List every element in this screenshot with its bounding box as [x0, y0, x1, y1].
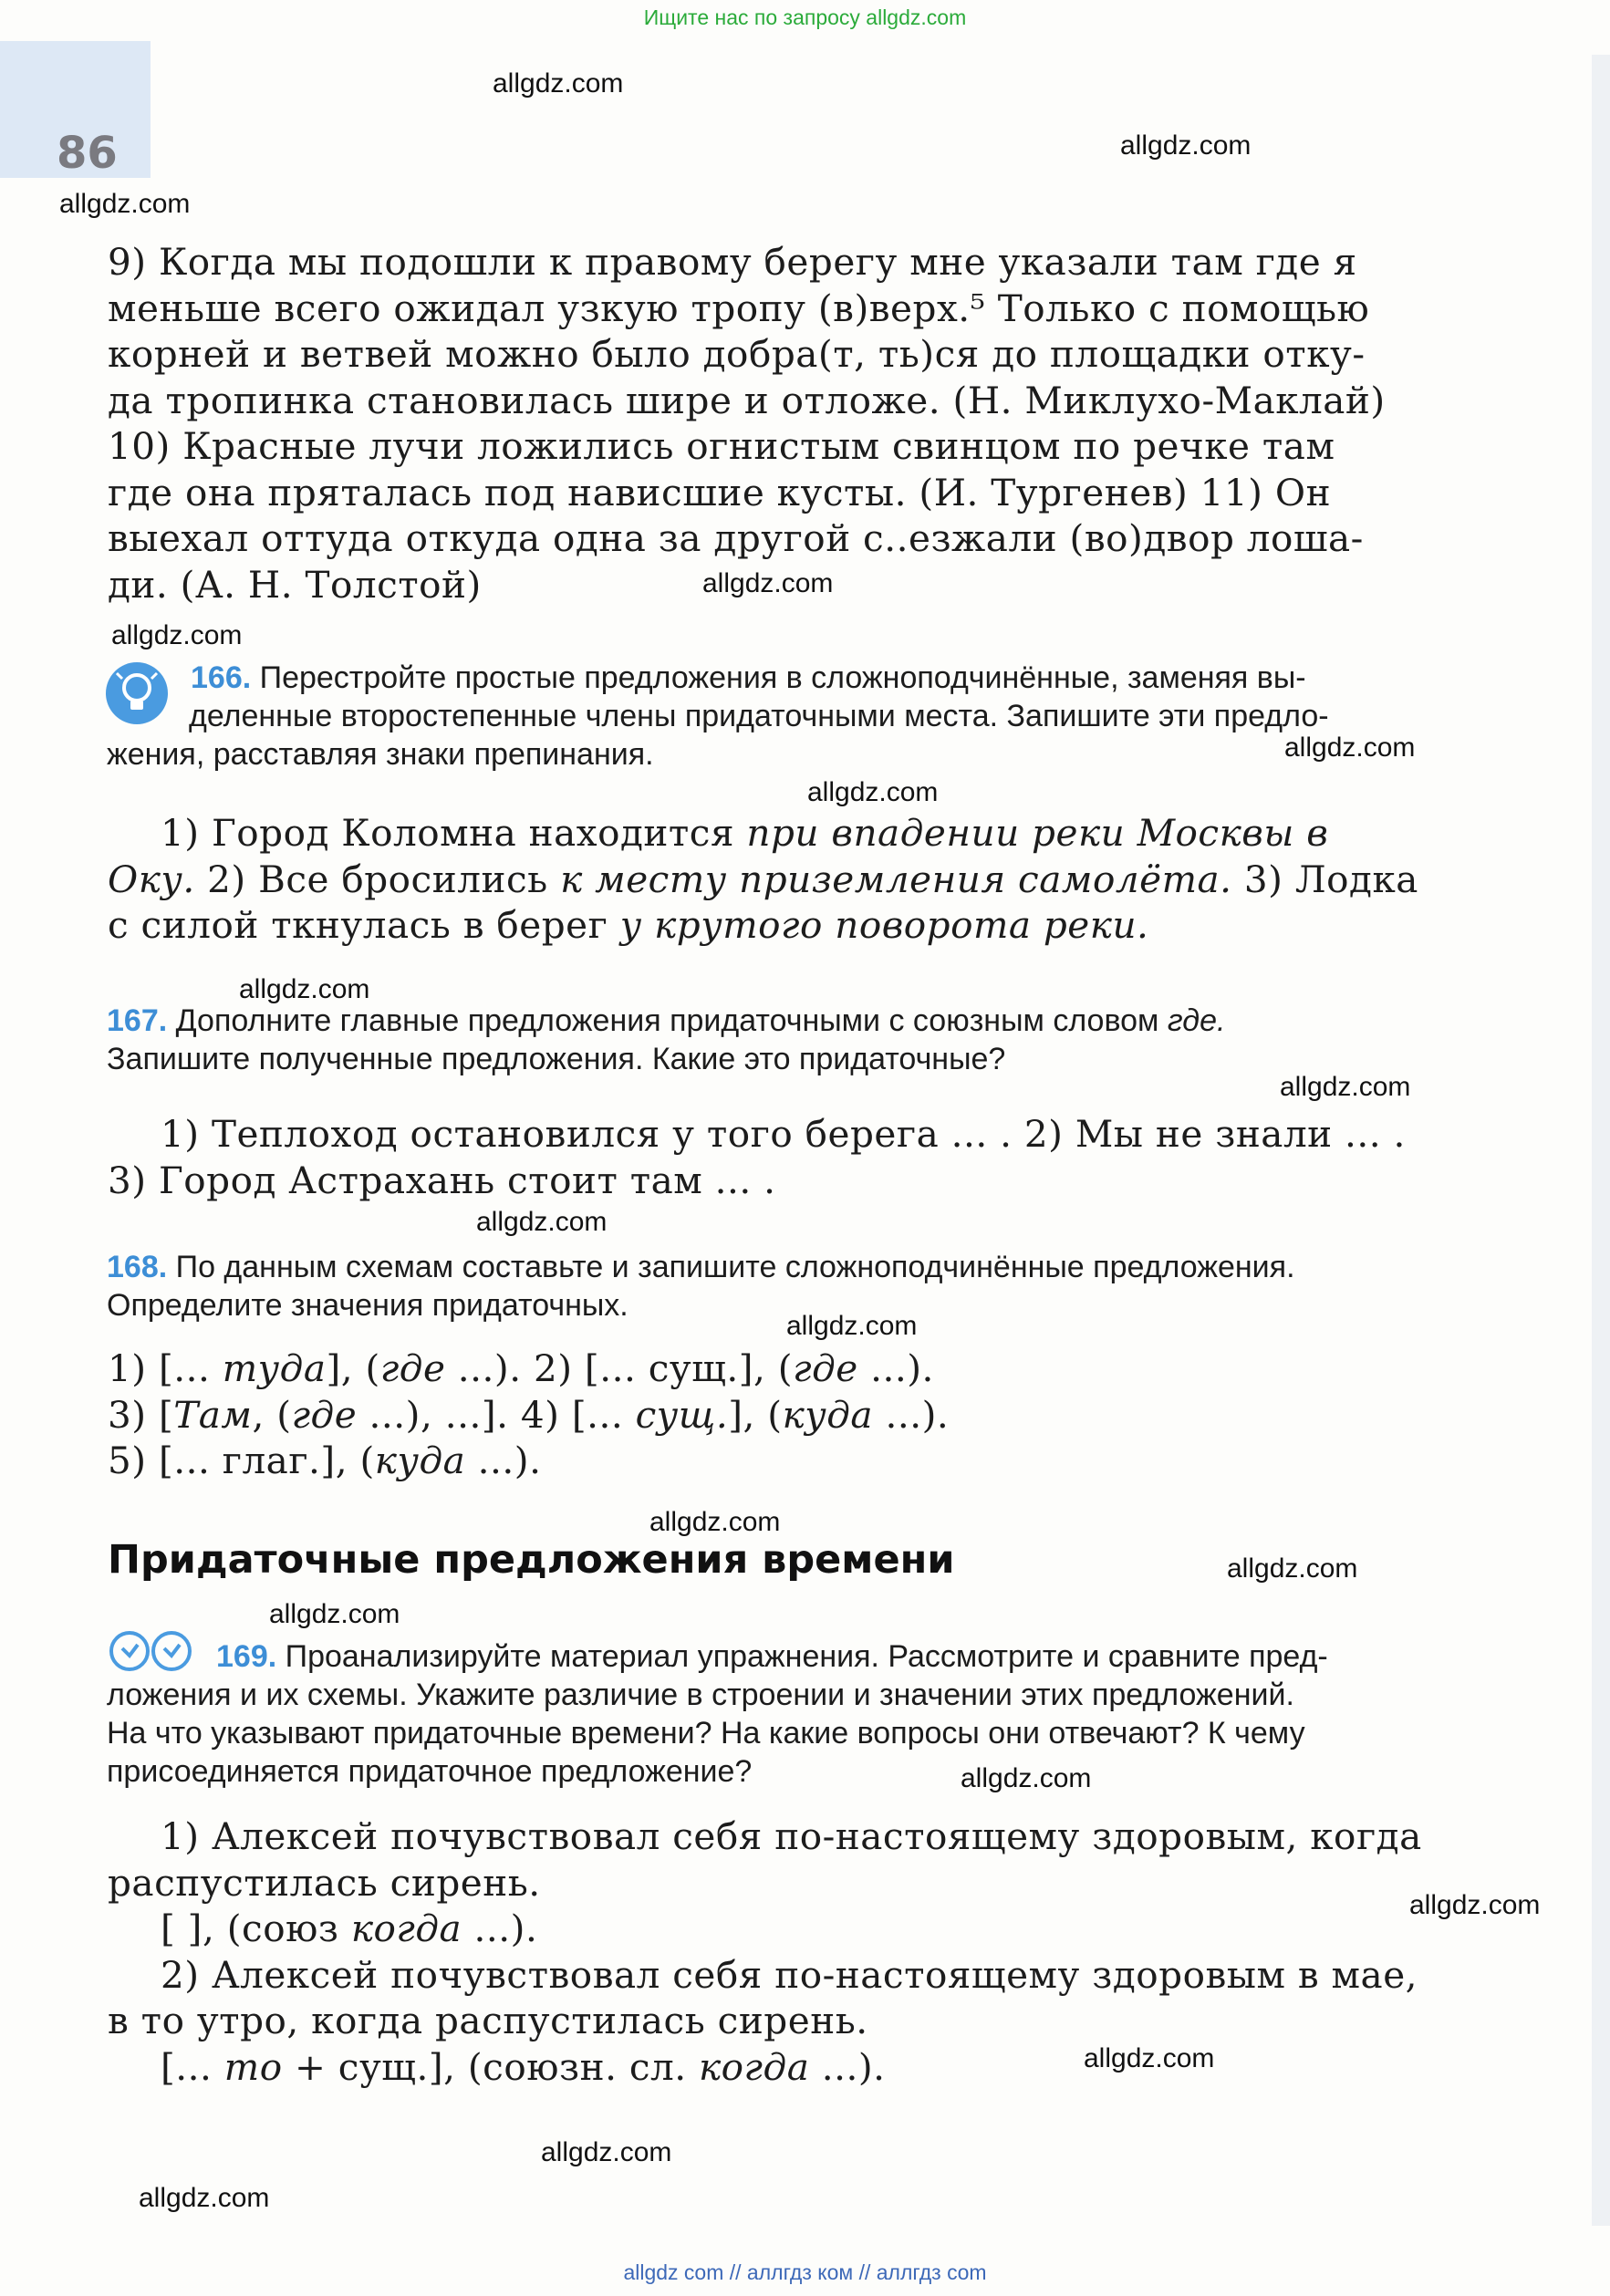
text: ...), ...]. 4) [...	[357, 1392, 636, 1437]
text: 5) [... глаг.], (	[108, 1439, 375, 1482]
italic-text: Оку.	[108, 857, 195, 901]
text: + сущ.], (союзн. сл.	[282, 2044, 699, 2089]
text-line: 10) Красные лучи ложились огнистым свинцом по речке там	[108, 424, 1335, 468]
watermark: allgdz.com	[649, 1507, 781, 1537]
exercise-number: 168.	[107, 1250, 168, 1284]
text-line: 2) Алексей почувствовал себя по-настоящему здоровым в мае,	[161, 1952, 1418, 1997]
text: ], (	[326, 1346, 380, 1390]
watermark: allgdz.com	[807, 777, 939, 807]
text-line: корней и ветвей можно было добра(т, ть)ся до площадки отку-	[108, 332, 1366, 376]
section-heading: Придаточные предложения времени	[108, 1537, 955, 1583]
italic-text: то	[223, 2044, 283, 2089]
scheme-line	[108, 1392, 1553, 1439]
text: 1) [...	[108, 1346, 223, 1390]
task-text: По данным схемам составьте и запишите сложноподчинённые предложения.	[175, 1250, 1295, 1284]
task-line: Определите значения придаточных.	[107, 1288, 628, 1323]
text: 3) [	[108, 1392, 174, 1437]
text-line	[108, 857, 1553, 903]
text-line: ди. (А. Н. Толстой)	[108, 562, 482, 607]
text-line	[108, 810, 1553, 857]
text: [ ], (союз	[161, 1906, 351, 1950]
watermark: allgdz.com	[1120, 130, 1252, 161]
exercise-169-task	[107, 1637, 1557, 1791]
watermark: allgdz.com	[1409, 1890, 1541, 1920]
watermark: allgdz.com	[541, 2137, 672, 2167]
text: ], (	[728, 1392, 783, 1437]
task-line	[107, 659, 1557, 697]
text-line: 1) Алексей почувствовал себя по-настоящему здоровым, когда	[161, 1814, 1422, 1858]
exercise-168-schemes	[108, 1345, 1553, 1484]
watermark: allgdz.com	[59, 189, 191, 219]
watermark: allgdz.com	[493, 68, 624, 99]
text: ...).	[873, 1392, 950, 1437]
italic-text: куда	[782, 1392, 874, 1437]
scheme-line	[108, 1345, 1553, 1392]
task-line	[107, 1248, 1557, 1286]
exercise-167-task	[107, 1002, 1557, 1078]
watermark: allgdz.com	[111, 620, 243, 650]
text-line: да тропинка становилась шире и отложе. (Н. Миклухо-Маклай)	[108, 378, 1386, 422]
text: ...).	[857, 1346, 934, 1390]
text-line: выехал оттуда откуда одна за другой с..езжали (во)двор лоша-	[108, 516, 1364, 560]
watermark: allgdz.com	[702, 568, 834, 598]
exercise-169-examples	[108, 1813, 1553, 2090]
scheme-line	[108, 1906, 1553, 1952]
text: , (	[252, 1392, 292, 1437]
page-edge	[1592, 55, 1610, 2226]
italic-text: когда	[698, 2044, 810, 2089]
task-line	[107, 1002, 1557, 1040]
watermark: allgdz.com	[476, 1207, 608, 1237]
exercise-166-task	[107, 659, 1557, 774]
italic-text: где.	[1167, 1003, 1226, 1038]
italic-text: к месту приземления самолёта.	[560, 857, 1232, 901]
text-line: 1) Теплоход остановился у того берега ... . 2) Мы не знали ... .	[161, 1112, 1406, 1156]
exercise-168-task	[107, 1248, 1557, 1325]
text: ...).	[462, 1906, 538, 1950]
task-line: присоединяется придаточное предложение?	[107, 1754, 753, 1789]
text-line: в то утро, когда распустилась сирень.	[108, 1999, 868, 2042]
text: [...	[161, 2044, 224, 2089]
top-banner: Ищите нас по запросу allgdz.com	[643, 5, 967, 29]
task-line: деленные второстепенные члены придаточными места. Запишите эти предло-	[189, 699, 1329, 733]
text-line: распустилась сирень.	[108, 1860, 541, 1905]
watermark: allgdz.com	[1227, 1553, 1358, 1584]
text: 2) Все бросились	[194, 857, 561, 901]
text: 3) Лодка	[1231, 857, 1418, 901]
exercise-166-sentences	[108, 810, 1553, 949]
text-line: 9) Когда мы подошли к правому берегу мне указали там где я	[108, 240, 1357, 284]
scheme-line	[108, 2044, 1553, 2091]
task-line: жения, расставляя знаки препинания.	[107, 737, 654, 772]
text-line	[108, 902, 1553, 949]
task-line: ложения и их схемы. Укажите различие в строении и значении этих предложений.	[107, 1678, 1294, 1712]
exercise-167-sentences	[108, 1111, 1553, 1203]
text: 1) Город Коломна находится	[161, 811, 747, 855]
watermark: allgdz.com	[1084, 2043, 1215, 2073]
italic-text: где	[291, 1392, 358, 1437]
text: ...). 2) [... сущ.], (	[445, 1346, 794, 1390]
italic-text: куда	[374, 1439, 466, 1482]
exercise-number: 166.	[191, 660, 252, 695]
text: ...).	[465, 1439, 542, 1482]
italic-text: где	[379, 1346, 446, 1390]
italic-text: при впадении реки Москвы в	[746, 811, 1329, 855]
italic-text: где	[793, 1346, 858, 1390]
watermark: allgdz.com	[961, 1763, 1092, 1793]
scheme-line	[108, 1438, 1553, 1484]
task-text: Проанализируйте материал упражнения. Рассмотрите и сравните пред-	[285, 1639, 1328, 1674]
task-text: Дополните главные предложения придаточными с союзным словом	[175, 1003, 1168, 1038]
exercise-number: 169.	[216, 1639, 277, 1674]
text-line: меньше всего ожидал узкую тропу (в)верх.⁵ Только с помощью	[108, 286, 1370, 330]
watermark: allgdz.com	[1280, 1072, 1411, 1102]
text: ...).	[809, 2044, 886, 2089]
watermark: allgdz.com	[239, 974, 370, 1004]
italic-text: сущ.	[635, 1392, 729, 1437]
text-line: где она пряталась под нависшие кусты. (И. Тургенев) 11) Он	[108, 470, 1332, 514]
watermark: allgdz.com	[1284, 732, 1416, 763]
italic-text: Там	[173, 1392, 253, 1437]
watermark: allgdz.com	[786, 1311, 918, 1341]
text-block-9-11	[108, 239, 1553, 608]
task-line: На что указывают придаточные времени? На какие вопросы они отвечают? К чему	[107, 1716, 1305, 1751]
text: с силой ткнулась в берег	[108, 903, 620, 947]
task-text: Перестройте простые предложения в сложноподчинённые, заменяя вы-	[259, 660, 1306, 695]
italic-text: туда	[222, 1346, 327, 1390]
exercise-number: 167.	[107, 1003, 168, 1038]
page-number: 86	[57, 128, 118, 179]
footer-links: allgdz com // аллгдз ком // аллгдз com	[623, 2260, 987, 2284]
italic-text: когда	[350, 1906, 462, 1950]
task-line: Запишите полученные предложения. Какие это придаточные?	[107, 1042, 1006, 1076]
watermark: allgdz.com	[269, 1599, 400, 1629]
text-line: 3) Город Астрахань стоит там ... .	[108, 1158, 776, 1202]
task-line	[107, 1637, 1557, 1676]
italic-text: у крутого поворота реки.	[619, 903, 1149, 947]
watermark: allgdz.com	[139, 2183, 270, 2213]
